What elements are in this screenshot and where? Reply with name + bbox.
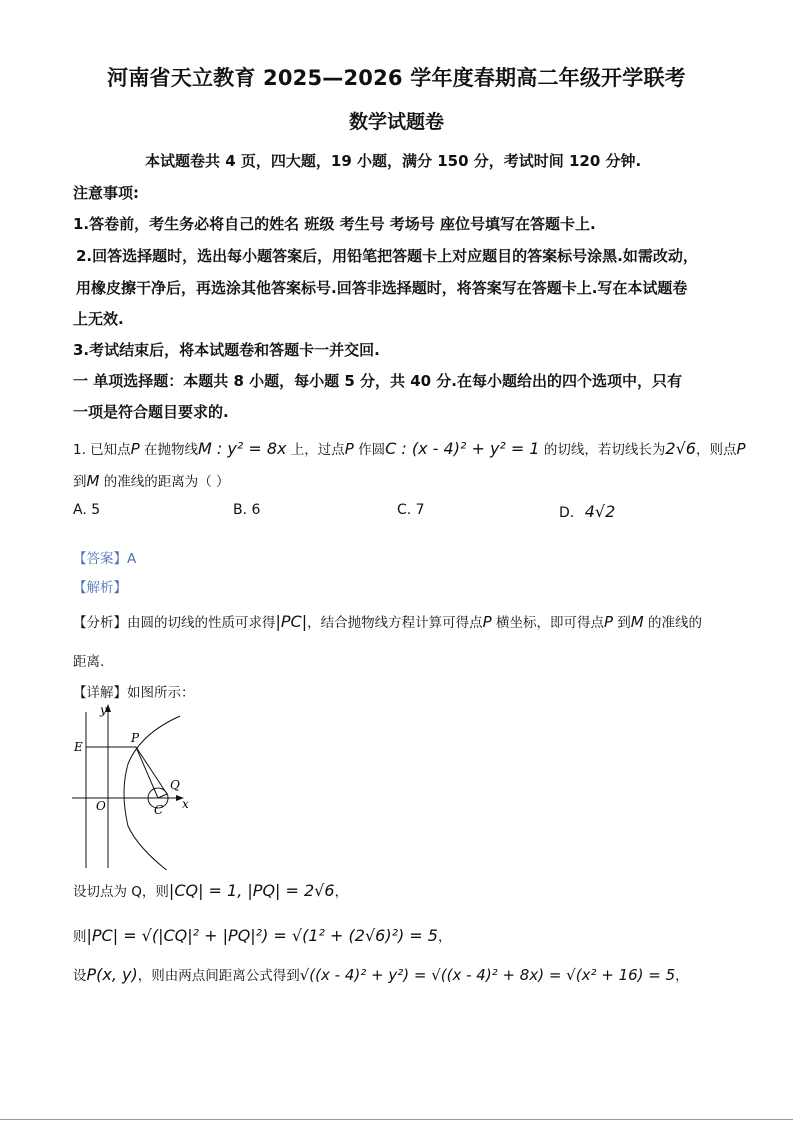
step-3-text-a: 设 bbox=[73, 968, 87, 984]
option-a[interactable]: A. 5 bbox=[73, 502, 101, 518]
option-c[interactable]: C. 7 bbox=[397, 502, 425, 518]
detail-label: 【详解】如图所示： bbox=[73, 685, 195, 701]
step-1-text-a: 设切点为 Q，则 bbox=[73, 884, 169, 900]
exam-title: 河南省天立教育 2025—2026 学年度春期高二年级开学联考 bbox=[107, 66, 686, 90]
q1-text-b: 在抛物线 bbox=[139, 442, 199, 458]
option-d-value: 4√2 bbox=[584, 502, 616, 521]
step-1-expression: |CQ| = 1, |PQ| = 2√6 bbox=[168, 881, 335, 900]
section-one-line-1: 一 单项选择题：本题共 8 小题，每小题 5 分，共 40 分.在每小题给出的四个选项中，只有 bbox=[73, 372, 683, 390]
step-1-text-b: ， bbox=[334, 884, 349, 900]
step-3-text-b: ，则由两点间距离公式得到 bbox=[137, 968, 300, 984]
analysis-text-e: 的准线的 bbox=[643, 615, 703, 631]
parabola-m: M bbox=[630, 613, 644, 631]
exam-intro: 本试题卷共 4 页，四大题，19 小题，满分 150 分，考试时间 120 分钟. bbox=[145, 152, 642, 170]
notice-heading: 注意事项: bbox=[73, 184, 139, 202]
point-p: P bbox=[603, 613, 613, 631]
question-1-line-1 bbox=[73, 438, 746, 458]
q1-text-h: 的准线的距离为（ ） bbox=[99, 474, 230, 490]
parabola-equation: M : y² = 8x bbox=[198, 439, 287, 458]
label-c: C bbox=[154, 803, 164, 817]
label-e: E bbox=[74, 740, 83, 754]
step-2-text-b: ， bbox=[437, 929, 452, 945]
segment-pc bbox=[136, 747, 158, 798]
analysis-label: 【解析】 bbox=[73, 580, 127, 596]
q1-text-e: 的切线，若切线长为 bbox=[539, 442, 666, 458]
notice-line-3: 用橡皮擦干净后，再选涂其他答案标号.回答非选择题时，将答案写在答题卡上.写在本试题卷 bbox=[76, 279, 688, 297]
tangent-length: 2√6 bbox=[665, 439, 696, 458]
q1-text-c: 上，过点 bbox=[286, 442, 345, 458]
circle-equation: C : (x - 4)² + y² = 1 bbox=[385, 439, 540, 458]
label-q: Q bbox=[170, 778, 180, 792]
point-p: P bbox=[482, 613, 492, 631]
notice-line-1: 1.答卷前，考生务必将自己的姓名 班级 考生号 考场号 座位号填写在答题卡上. bbox=[73, 215, 596, 233]
step-2-text-a: 则 bbox=[73, 929, 87, 945]
parabola-circle-figure bbox=[70, 702, 200, 870]
q1-text-g: 到 bbox=[73, 474, 87, 490]
analysis-line-2: 距离. bbox=[73, 654, 105, 670]
option-d[interactable] bbox=[559, 502, 615, 521]
notice-line-5: 3.考试结束后，将本试题卷和答题卡一并交回. bbox=[73, 341, 380, 359]
analysis-line-1 bbox=[73, 611, 702, 631]
answer-line bbox=[73, 547, 136, 567]
step-3-point: P(x, y) bbox=[86, 965, 138, 984]
point-p: P bbox=[344, 440, 354, 458]
q1-text-a: 1. 已知点 bbox=[73, 442, 131, 458]
analysis-text-d: 到 bbox=[613, 615, 631, 631]
notice-line-2: 2.回答选择题时，选出每小题答案后，用铅笔把答题卡上对应题目的答案标号涂黑.如需改动， bbox=[76, 247, 698, 265]
label-x: x bbox=[182, 797, 189, 811]
analysis-text-c: 横坐标，即可得点 bbox=[491, 615, 604, 631]
option-b[interactable]: B. 6 bbox=[233, 502, 261, 518]
q1-text-f: ，则点 bbox=[695, 442, 737, 458]
step-1 bbox=[73, 880, 348, 900]
step-3-text-c: ， bbox=[675, 968, 689, 984]
pc-length: |PC| bbox=[275, 612, 308, 631]
step-2 bbox=[73, 925, 451, 945]
q1-text-d: 作圆 bbox=[353, 442, 386, 458]
answer-text: 【答案】A bbox=[73, 551, 137, 567]
point-p: P bbox=[736, 440, 746, 458]
exam-subtitle: 数学试题卷 bbox=[348, 111, 444, 133]
option-d-label: D. bbox=[559, 505, 575, 521]
segment-pq bbox=[136, 747, 167, 794]
question-1-line-2 bbox=[73, 470, 230, 490]
point-p: P bbox=[130, 440, 140, 458]
segment-cq bbox=[158, 794, 167, 798]
label-o: O bbox=[96, 799, 106, 813]
label-y: y bbox=[100, 703, 107, 717]
analysis-text-a: 【分析】由圆的切线的性质可求得 bbox=[73, 615, 276, 631]
notice-line-4: 上无效. bbox=[73, 310, 124, 328]
label-p: P bbox=[131, 731, 140, 745]
section-one-line-2: 一项是符合题目要求的. bbox=[73, 403, 229, 421]
page-bottom-rule bbox=[0, 1119, 793, 1120]
step-3 bbox=[73, 964, 689, 984]
analysis-text-b: ，结合抛物线方程计算可得点 bbox=[307, 615, 483, 631]
parabola-m: M bbox=[86, 472, 100, 490]
step-2-expression: |PC| = √(|CQ|² + |PQ|²) = √(1² + (2√6)²) = 5 bbox=[86, 926, 438, 945]
step-3-expression: √((x - 4)² + y²) = √((x - 4)² + 8x) = √(x² + 16) = 5 bbox=[299, 966, 676, 984]
